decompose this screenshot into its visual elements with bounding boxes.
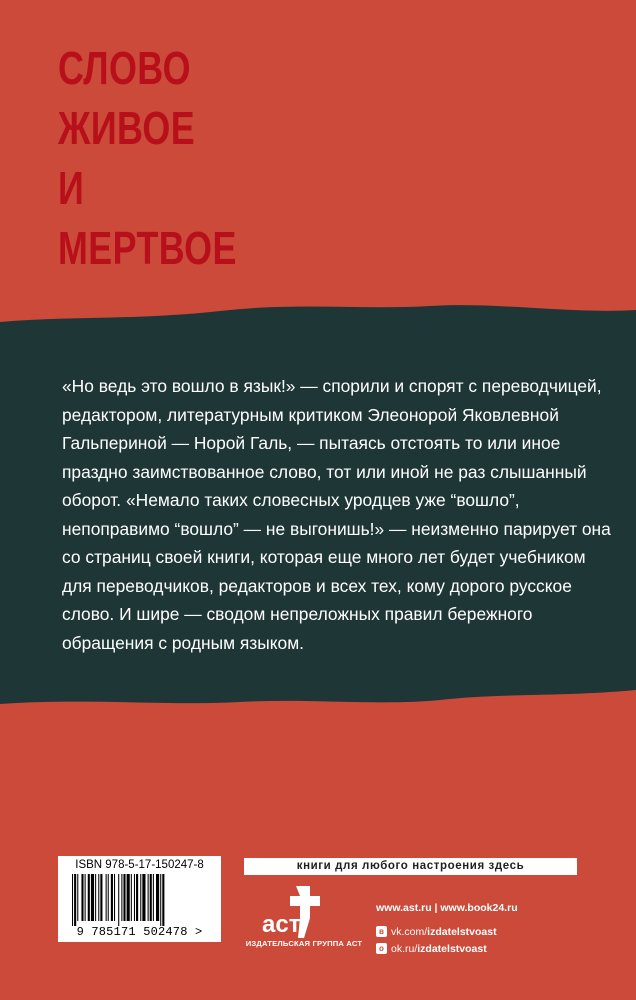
title-line: И	[58, 162, 85, 214]
barcode-bar	[130, 874, 131, 921]
title-line: СЛОВО	[58, 42, 191, 94]
barcode-bar	[107, 874, 108, 921]
barcode-bar	[118, 874, 119, 926]
website-links[interactable]: www.ast.ru | www.book24.ru	[376, 902, 518, 914]
ok-icon: о	[376, 943, 387, 954]
barcode-bar	[77, 874, 78, 921]
barcode-bar	[81, 874, 83, 921]
vk-prefix: vk.com/	[391, 925, 428, 938]
barcode-bar	[149, 874, 151, 921]
isbn-barcode	[58, 856, 221, 942]
blurb-line: оборот. «Немало таких словесных уродцев уже “вошло”,	[62, 490, 520, 510]
barcode-bar	[133, 874, 134, 921]
barcode-bar	[152, 874, 153, 921]
barcode-bar	[72, 874, 73, 926]
blurb-line: Гальпериной — Норой Галь, — пытаясь отстоять то или иное	[62, 433, 561, 453]
blurb-line: со страниц своей книги, которая еще много лет будет учебником	[62, 547, 586, 567]
publisher-links	[376, 901, 596, 958]
barcode-bar	[98, 874, 99, 921]
barcode-bar	[156, 874, 159, 921]
barcode-bar	[110, 874, 112, 921]
barcode-bar	[74, 874, 76, 926]
barcode-bar	[126, 874, 129, 921]
barcode-bar	[84, 874, 85, 921]
barcode-bar	[95, 874, 96, 921]
blurb-line: непоправимо “вошло” — не выгонишь!» — неизменно парирует она	[62, 518, 611, 539]
barcode-bar	[114, 874, 115, 921]
ok-link[interactable]	[376, 941, 596, 956]
barcode-bars	[66, 874, 214, 926]
barcode-bar	[105, 874, 106, 921]
blurb-line: редактором, литературным критиком Элеонорой Яковлевной	[62, 404, 559, 425]
blurb-line: слово. И шире — сводом непреложных правил бережного	[62, 604, 533, 624]
title-line: ЖИВОЕ	[58, 102, 196, 154]
barcode-bar	[162, 874, 164, 926]
blurb-line: «Но ведь это вошло в язык!» — спорили и спорят с переводчицей,	[62, 376, 602, 396]
barcode-bar	[123, 874, 125, 921]
barcode-bar	[87, 874, 89, 921]
isbn-label: ISBN 978-5-17-150247-8	[75, 859, 204, 871]
blurb-text	[62, 372, 611, 657]
barcode-bar	[90, 874, 93, 921]
vk-handle: izdatelstvoast	[427, 925, 497, 938]
ok-prefix: ok.ru/	[391, 942, 418, 955]
blurb-line: обращения с родным языком.	[62, 632, 305, 653]
barcode-bar	[160, 874, 161, 926]
barcode-bar	[147, 874, 148, 921]
barcode-bar	[121, 874, 122, 921]
barcode-digits: 9 785171 502478 >	[76, 925, 203, 939]
barcode-bar	[100, 874, 102, 921]
vk-link[interactable]	[376, 924, 596, 939]
publisher-name: ИЗДАТЕЛЬСКАЯ ГРУППА АСТ	[245, 939, 363, 948]
barcode-bar	[140, 874, 141, 921]
vk-icon: в	[376, 926, 387, 937]
blurb-line: праздно заимствованное слово, тот или иной не раз слышанный	[62, 461, 587, 482]
barcode-bar	[136, 874, 138, 921]
blurb-line: для переводчиков, редакторов и всех тех, кому дорого русское	[62, 575, 572, 596]
title-line: МЕРТВОЕ	[58, 222, 237, 274]
barcode-bar	[142, 874, 145, 921]
ok-handle: izdatelstvoast	[417, 942, 487, 955]
publisher-tagline: книги для любого настроения здесь	[244, 858, 577, 875]
logo-text: аст	[262, 911, 301, 938]
